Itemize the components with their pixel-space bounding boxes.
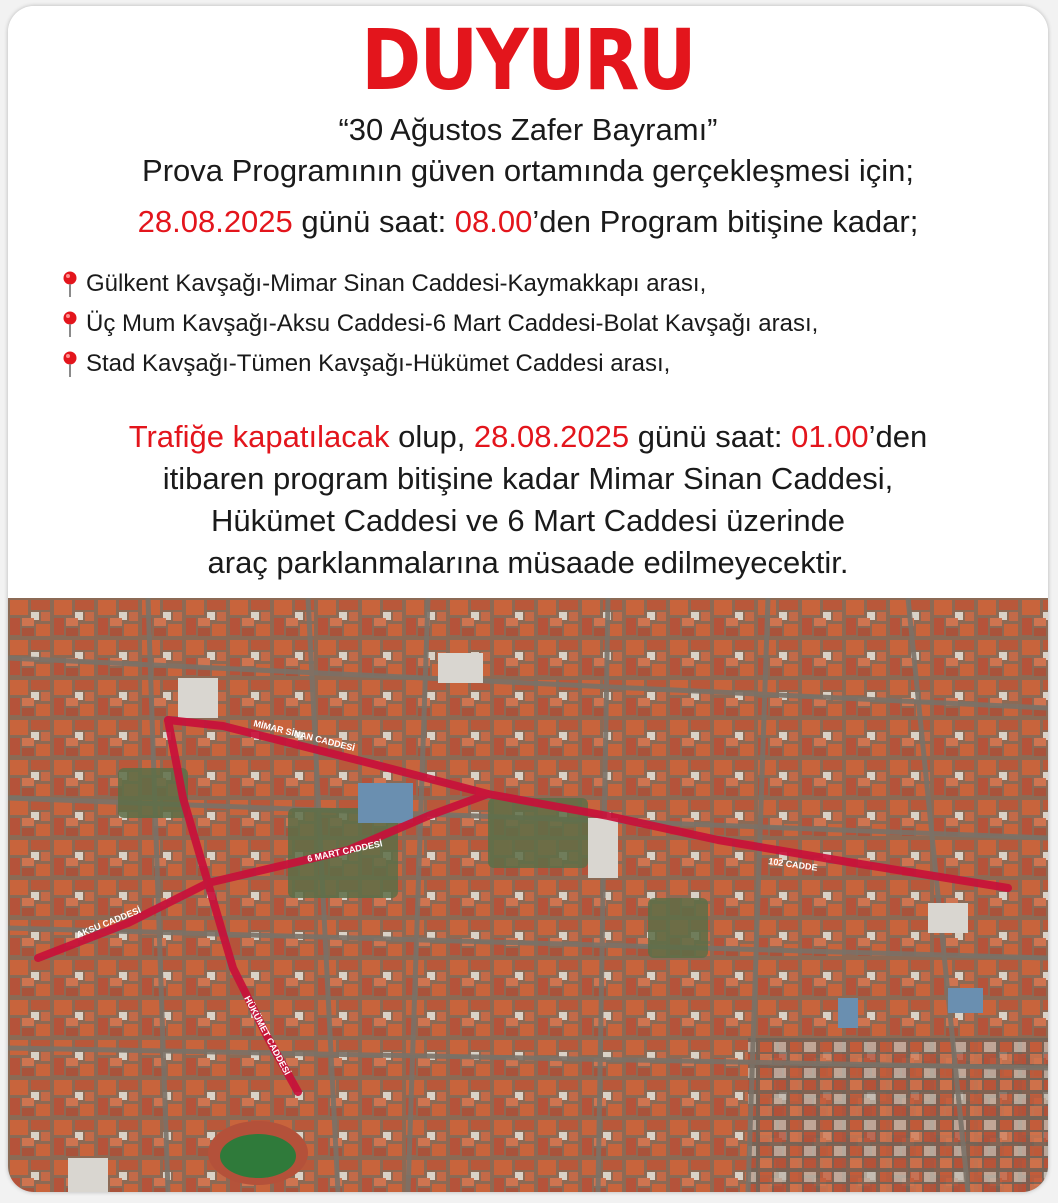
map-pin-icon — [60, 350, 80, 378]
label-aksu: AKSU CADDESİ — [75, 904, 143, 940]
closure-date: 28.08.2025 — [137, 204, 293, 239]
parking-notice-line-2: itibaren program bitişine kadar Mimar Sinan Caddesi, — [162, 461, 894, 496]
route-text: Stad Kavşağı-Tümen Kavşağı-Hükümet Caddesi arası, — [86, 350, 671, 377]
closure-mid-text: günü saat: — [292, 204, 455, 239]
olup-text: olup, — [389, 419, 474, 454]
label-hukumet: HÜKÜMET CADDESİ — [242, 994, 293, 1077]
list-item — [60, 344, 818, 384]
parking-date: 28.08.2025 — [473, 419, 630, 454]
map-pin-icon — [60, 310, 80, 338]
parking-notice-line-4: araç parklanmalarına müsaade edilmeyecektir. — [207, 545, 849, 580]
parking-mid-text: günü saat: — [629, 419, 792, 454]
announcement-poster — [8, 6, 1048, 1192]
route-list — [60, 264, 818, 384]
purpose-line: Prova Programının güven ortamında gerçekleşmesi için; — [142, 153, 914, 188]
route-text: Üç Mum Kavşağı-Aksu Caddesi-6 Mart Caddesi-Bolat Kavşağı arası, — [86, 310, 819, 337]
list-item — [60, 264, 818, 304]
parking-notice-line-1 — [8, 416, 1048, 457]
announcement-text-panel — [8, 6, 1048, 598]
closure-end-text: ’den Program bitişine kadar; — [532, 204, 919, 239]
parking-end-text: ’den — [868, 419, 928, 454]
list-item — [60, 304, 818, 344]
parking-start-time: 01.00 — [791, 419, 869, 454]
page-title: DUYURU — [361, 11, 695, 109]
stadium — [208, 1121, 308, 1185]
route-map — [8, 598, 1048, 1192]
map-pin-icon — [60, 270, 80, 298]
closure-start-line — [8, 202, 1048, 242]
traffic-closed-label: Trafiğe kapatılacak — [128, 419, 390, 454]
label-mimar-sinan: MİMAR SİNAN CADDESİ — [252, 718, 356, 754]
closure-start-time: 08.00 — [454, 204, 533, 239]
route-text: Gülkent Kavşağı-Mimar Sinan Caddesi-Kaymakkapı arası, — [86, 270, 707, 297]
parking-notice-line-3: Hükümet Caddesi ve 6 Mart Caddesi üzerinde — [210, 503, 846, 538]
event-name: “30 Ağustos Zafer Bayramı” — [338, 112, 718, 147]
label-6-mart: 6 MART CADDESİ — [306, 838, 384, 864]
label-102-cadde: 102 CADDE — [767, 856, 819, 873]
